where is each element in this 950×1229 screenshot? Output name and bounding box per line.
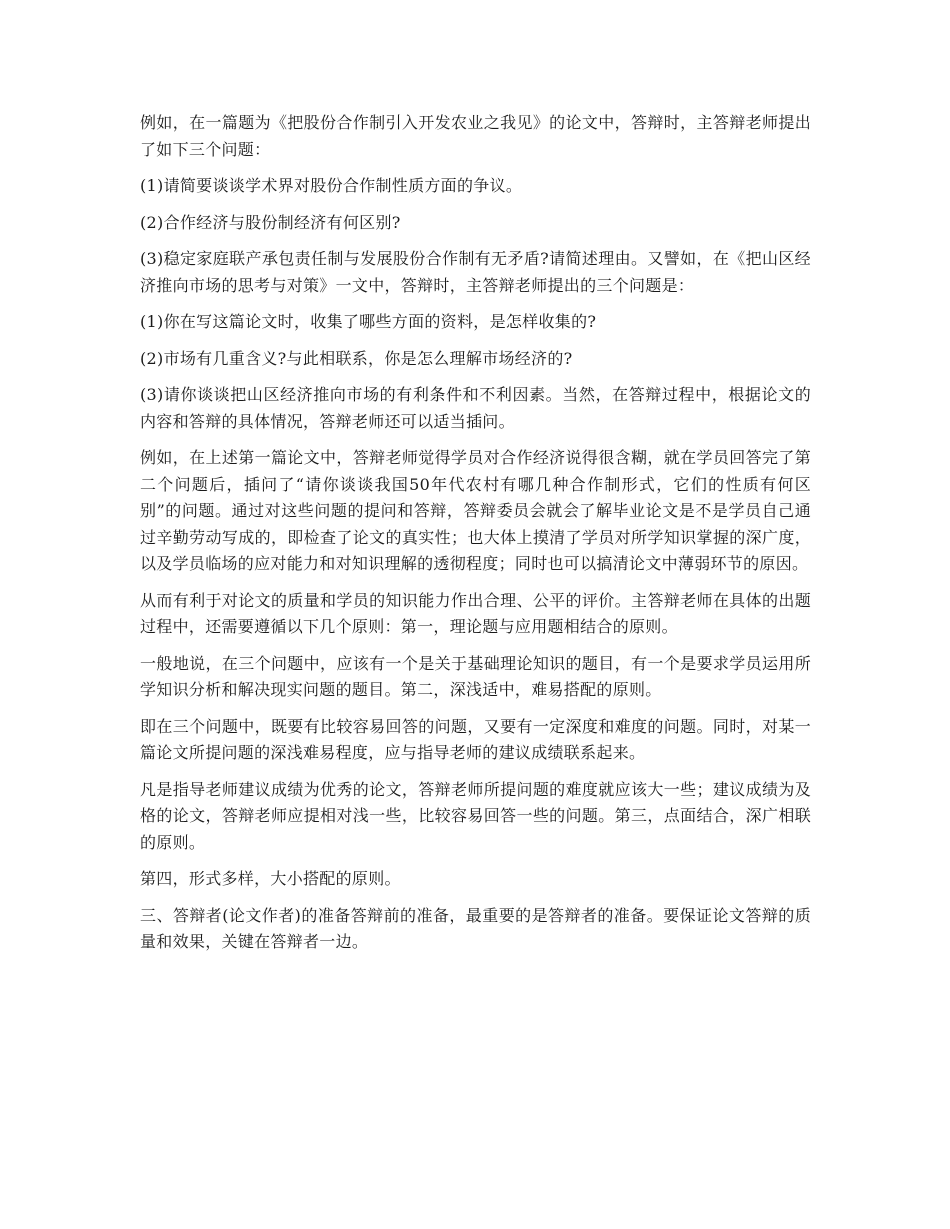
paragraph-second-question-3: (3)请你谈谈把山区经济推向市场的有利条件和不利因素。当然，在答辩过程中，根据论文的内容和答辩的具体情况，答辩老师还可以适当插问。 bbox=[140, 385, 811, 431]
document-body bbox=[140, 110, 811, 966]
paragraph-principle-1: 从而有利于对论文的质量和学员的知识能力作出合理、公平的评价。主答辩老师在具体的出题过程中，还需要遵循以下几个原则：第一，理论题与应用题相结合的原则。 bbox=[140, 590, 811, 636]
paragraph-respondent-preparation: 三、答辩者(论文作者)的准备答辩前的准备，最重要的是答辩者的准备。要保证论文答辩的质量和效果，关键在答辩者一边。 bbox=[140, 905, 811, 951]
paragraph-difficulty: 即在三个问题中，既要有比较容易回答的问题，又要有一定深度和难度的问题。同时，对某一篇论文所提问题的深浅难易程度，应与指导老师的建议成绩联系起来。 bbox=[140, 716, 811, 762]
paragraph-intro-example: 例如，在一篇题为《把股份合作制引入开发农业之我见》的论文中，答辩时，主答辩老师提出了如下三个问题： bbox=[140, 113, 811, 159]
paragraph-principle-2: 一般地说，在三个问题中，应该有一个是关于基础理论知识的题目，有一个是要求学员运用所学知识分析和解决现实问题的题目。第二，深浅适中，难易搭配的原则。 bbox=[140, 653, 811, 699]
paragraph-second-question-1: (1)你在写这篇论文时，收集了哪些方面的资料，是怎样收集的? bbox=[140, 312, 597, 331]
paragraph-principle-3: 凡是指导老师建议成绩为优秀的论文，答辩老师所提问题的难度就应该大一些；建议成绩为及格的论文，答辩老师应提相对浅一些，比较容易回答一些的问题。第三，点面结合，深广相联的原则。 bbox=[140, 779, 811, 852]
paragraph-principle-4: 第四，形式多样，大小搭配的原则。 bbox=[140, 869, 401, 888]
paragraph-question-1: (1)请简要谈谈学术界对股份合作制性质方面的争议。 bbox=[140, 176, 523, 195]
paragraph-question-2: (2)合作经济与股份制经济有何区别? bbox=[140, 212, 401, 232]
paragraph-follow-up-example: 例如，在上述第一篇论文中，答辩老师觉得学员对合作经济说得很含糊，就在学员回答完了第二个问题后，插问了“请你谈谈我国50年代农村有哪几种合作制形式，它们的性质有何区别”的问题。通过对这些问题的提问和答辩，答辩委员会就会了解毕业论文是不是学员自己通过辛勤劳动写成的，即检查了论文的真实性；也大体上摸清了学员对所学知识掌握的深广度，以及学员临场的应对能力和对知识理解的透彻程度；同时也可以搞清论文中薄弱环节的原因。 bbox=[140, 448, 811, 573]
paragraph-question-3: (3)稳定家庭联产承包责任制与发展股份合作制有无矛盾?请简述理由。又譬如，在《把山区经济推向市场的思考与对策》一文中，答辩时，主答辩老师提出的三个问题是： bbox=[140, 249, 811, 295]
paragraph-second-question-2: (2)市场有几重含义?与此相联系，你是怎么理解市场经济的? bbox=[140, 348, 573, 368]
